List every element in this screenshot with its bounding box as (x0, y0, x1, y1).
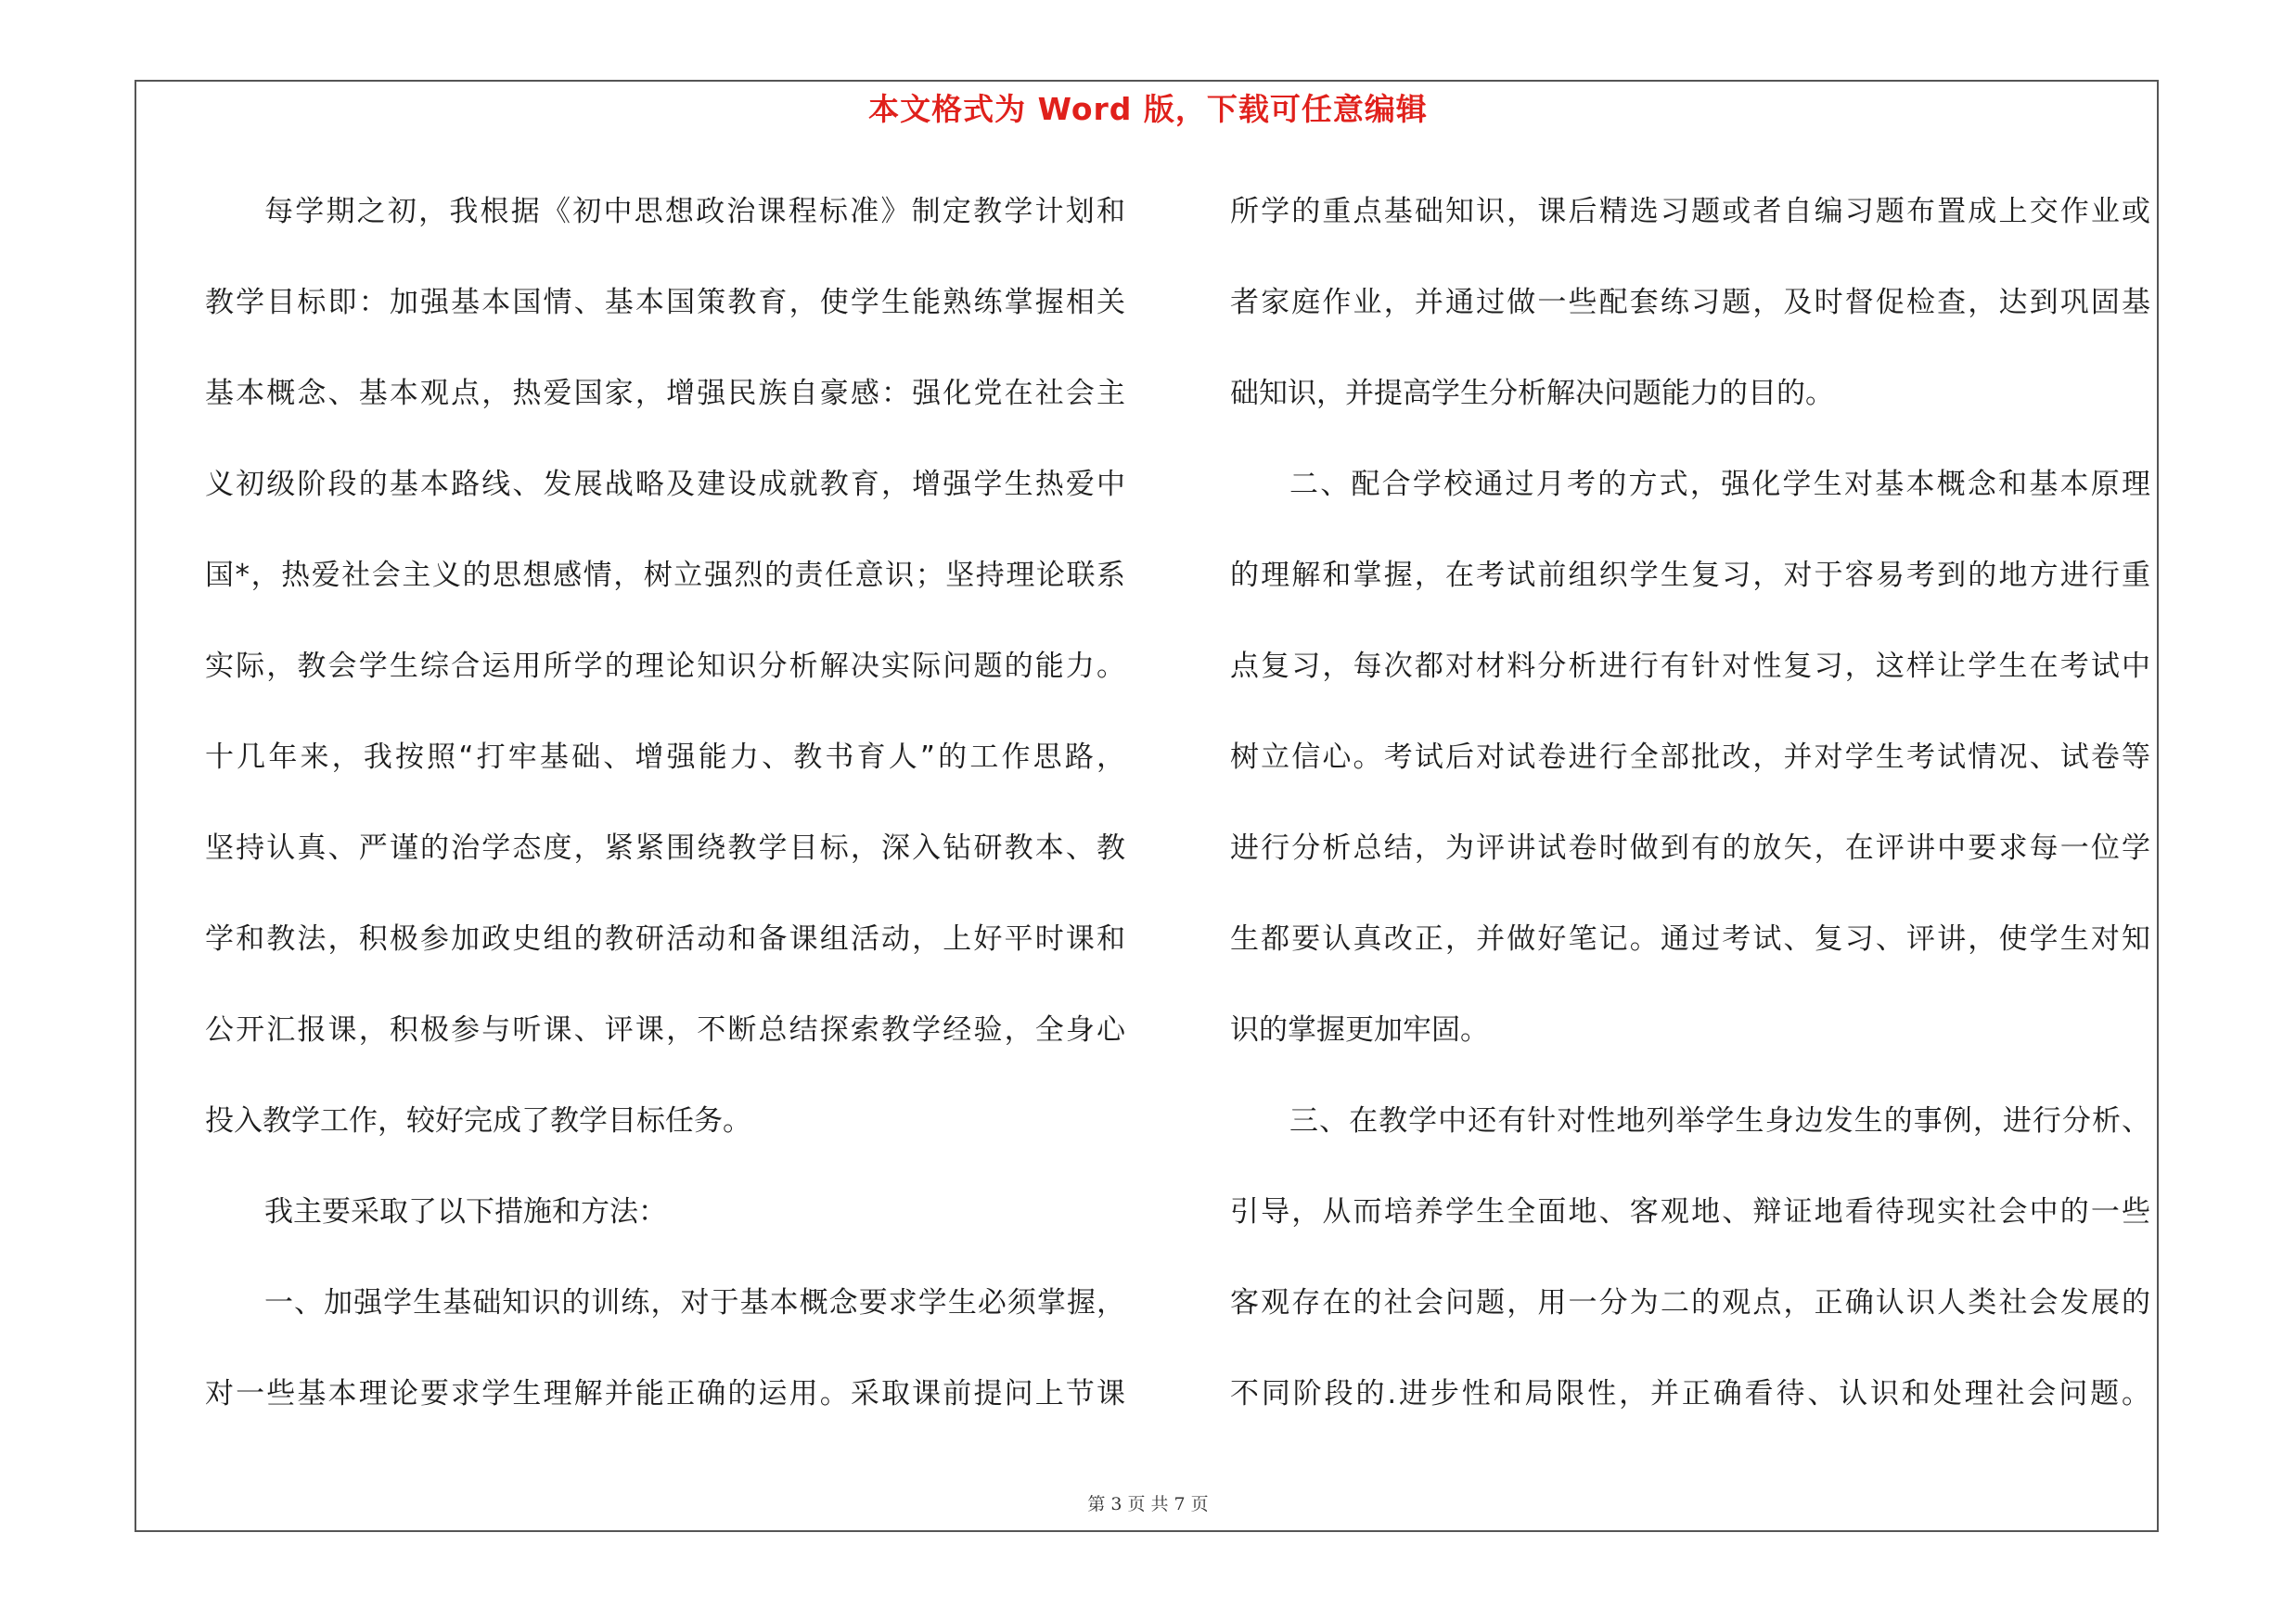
left-text-column (205, 184, 1125, 1457)
text-line: 识的掌握更加牢固。 (1230, 1013, 1489, 1047)
text-line: 生都要认真改正，并做好笔记。通过考试、复习、评讲，使学生对知 (1230, 922, 2150, 956)
text-line: 础知识，并提高学生分析解决问题能力的目的。 (1230, 377, 1834, 410)
text-line: 公开汇报课，积极参与听课、评课，不断总结探索教学经验，全身心 (205, 1013, 1125, 1047)
text-line: 所学的重点基础知识，课后精选习题或者自编习题布置成上交作业或 (1230, 195, 2150, 228)
text-line: 国*，热爱社会主义的思想感情，树立强烈的责任意识；坚持理论联系 (205, 559, 1125, 592)
text-line: 我主要采取了以下措施和方法： (264, 1195, 667, 1229)
text-line: 树立信心。考试后对试卷进行全部批改，并对学生考试情况、试卷等 (1230, 741, 2150, 774)
text-line: 者家庭作业，并通过做一些配套练习题，及时督促检查，达到巩固基 (1230, 286, 2150, 319)
text-line: 每学期之初，我根据《初中思想政治课程标准》制定教学计划和 (264, 195, 1125, 228)
text-line: 进行分析总结，为评讲试卷时做到有的放矢，在评讲中要求每一位学 (1230, 831, 2150, 865)
text-line: 客观存在的社会问题，用一分为二的观点，正确认识人类社会发展的 (1230, 1286, 2150, 1320)
text-line: 的理解和掌握，在考试前组织学生复习，对于容易考到的地方进行重 (1230, 559, 2150, 592)
right-text-column (1230, 184, 2150, 1457)
text-line: 对一些基本理论要求学生理解并能正确的运用。采取课前提问上节课 (205, 1377, 1125, 1410)
text-line: 二、配合学校通过月考的方式，强化学生对基本概念和基本原理 (1289, 468, 2150, 501)
text-line: 义初级阶段的基本路线、发展战略及建设成就教育，增强学生热爱中 (205, 468, 1125, 501)
text-line: 引导，从而培养学生全面地、客观地、辩证地看待现实社会中的一些 (1230, 1195, 2150, 1229)
text-line: 点复习，每次都对材料分析进行有针对性复习，这样让学生在考试中 (1230, 650, 2150, 683)
text-line: 三、在教学中还有针对性地列举学生身边发生的事例，进行分析、 (1289, 1104, 2150, 1138)
text-line: 教学目标即：加强基本国情、基本国策教育，使学生能熟练掌握相关 (205, 286, 1125, 319)
text-line: 实际，教会学生综合运用所学的理论知识分析解决实际问题的能力。 (205, 650, 1125, 683)
text-line: 一、加强学生基础知识的训练，对于基本概念要求学生必须掌握， (264, 1286, 1125, 1320)
word-format-banner: 本文格式为 Word 版，下载可任意编辑 (868, 91, 1428, 127)
text-line: 投入教学工作，较好完成了教学目标任务。 (205, 1104, 751, 1138)
text-line: 坚持认真、严谨的治学态度，紧紧围绕教学目标，深入钻研教本、教 (205, 831, 1125, 865)
text-line: 不同阶段的.进步性和局限性，并正确看待、认识和处理社会问题。 (1230, 1377, 2150, 1410)
text-line: 学和教法，积极参加政史组的教研活动和备课组活动，上好平时课和 (205, 922, 1125, 956)
text-line: 十几年来，我按照“打牢基础、增强能力、教书育人”的工作思路， (205, 741, 1125, 774)
text-line: 基本概念、基本观点，热爱国家，增强民族自豪感：强化党在社会主 (205, 377, 1125, 410)
page-footer: 第 3 页 共 7 页 (1087, 1494, 1209, 1514)
